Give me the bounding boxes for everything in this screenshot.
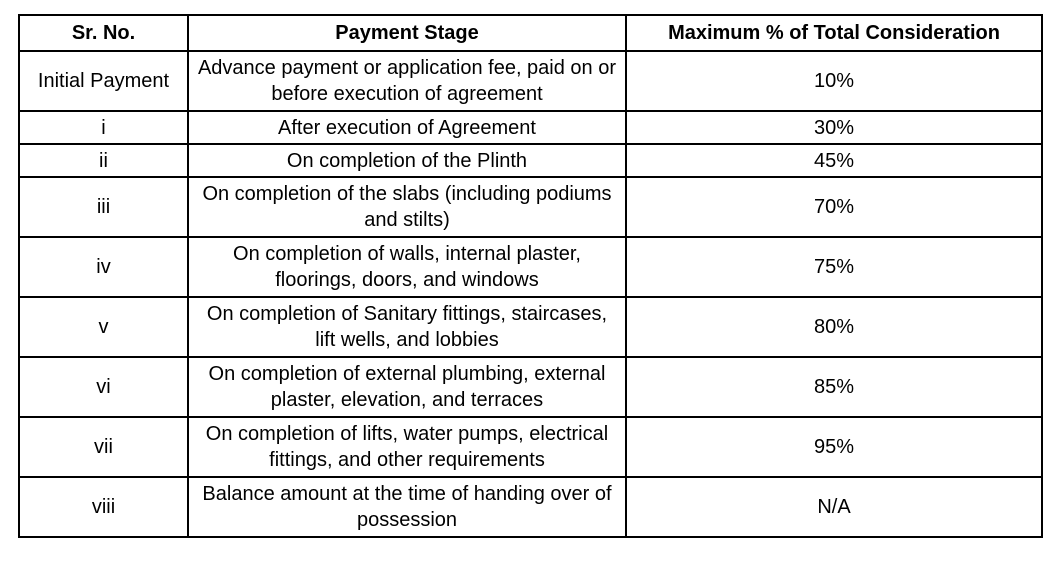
- table-header-row: [19, 15, 1042, 51]
- payment-stage-cell: On completion of the Plinth: [188, 144, 626, 177]
- table-row: [19, 477, 1042, 537]
- max-percent-cell: 95%: [626, 417, 1042, 477]
- max-percent-cell: 30%: [626, 111, 1042, 144]
- max-percent-cell: 45%: [626, 144, 1042, 177]
- sr-no-cell: vii: [19, 417, 188, 477]
- table-row: [19, 111, 1042, 144]
- sr-no-cell: ii: [19, 144, 188, 177]
- payment-schedule-table: [18, 14, 1043, 538]
- table-row: [19, 417, 1042, 477]
- header-payment-stage: Payment Stage: [188, 15, 626, 51]
- payment-stage-cell: On completion of Sanitary fittings, staircases, lift wells, and lobbies: [188, 297, 626, 357]
- sr-no-cell: v: [19, 297, 188, 357]
- sr-no-cell: i: [19, 111, 188, 144]
- payment-stage-cell: After execution of Agreement: [188, 111, 626, 144]
- payment-stage-cell: On completion of walls, internal plaster, floorings, doors, and windows: [188, 237, 626, 297]
- header-sr-no: Sr. No.: [19, 15, 188, 51]
- max-percent-cell: 10%: [626, 51, 1042, 111]
- payment-stage-cell: On completion of the slabs (including podiums and stilts): [188, 177, 626, 237]
- table-row: [19, 357, 1042, 417]
- sr-no-cell: Initial Payment: [19, 51, 188, 111]
- sr-no-cell: iv: [19, 237, 188, 297]
- max-percent-cell: N/A: [626, 477, 1042, 537]
- table-row: [19, 297, 1042, 357]
- payment-stage-cell: On completion of lifts, water pumps, electrical fittings, and other requirements: [188, 417, 626, 477]
- payment-stage-cell: Advance payment or application fee, paid on or before execution of agreement: [188, 51, 626, 111]
- sr-no-cell: vi: [19, 357, 188, 417]
- table-row: [19, 177, 1042, 237]
- table-row: [19, 144, 1042, 177]
- header-max-percent: Maximum % of Total Consideration: [626, 15, 1042, 51]
- max-percent-cell: 75%: [626, 237, 1042, 297]
- max-percent-cell: 80%: [626, 297, 1042, 357]
- max-percent-cell: 70%: [626, 177, 1042, 237]
- sr-no-cell: viii: [19, 477, 188, 537]
- max-percent-cell: 85%: [626, 357, 1042, 417]
- payment-stage-cell: Balance amount at the time of handing over of possession: [188, 477, 626, 537]
- payment-stage-cell: On completion of external plumbing, external plaster, elevation, and terraces: [188, 357, 626, 417]
- table-row: [19, 237, 1042, 297]
- table-row: [19, 51, 1042, 111]
- sr-no-cell: iii: [19, 177, 188, 237]
